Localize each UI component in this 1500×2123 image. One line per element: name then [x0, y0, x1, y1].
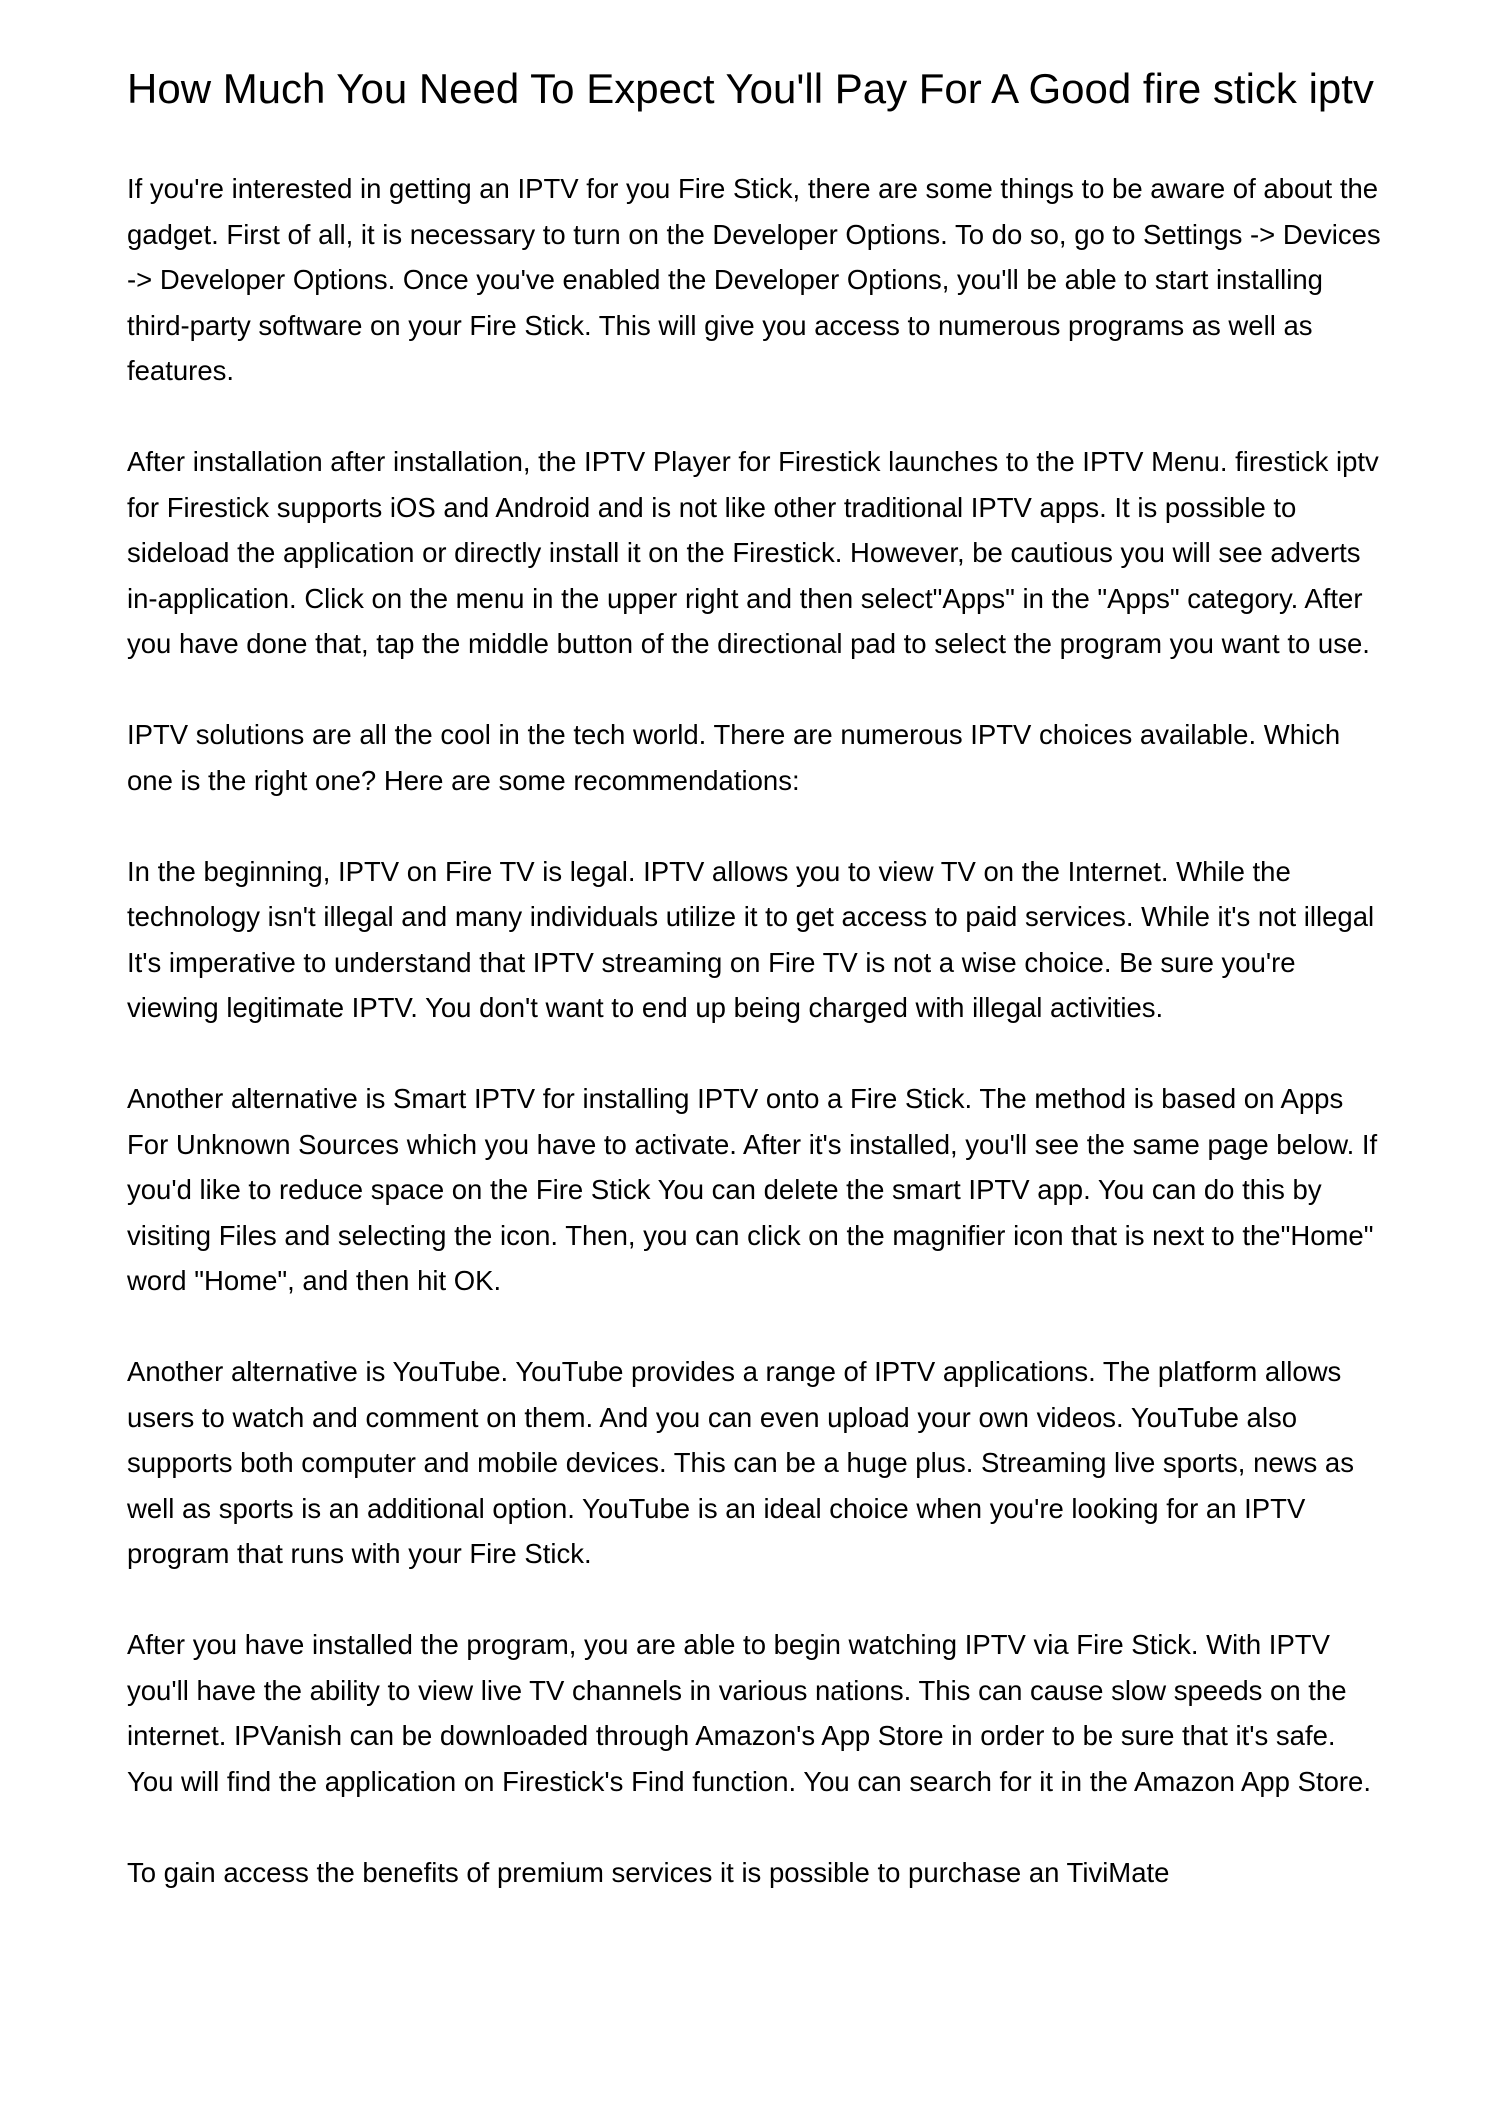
paragraph-smart-iptv: Another alternative is Smart IPTV for installing IPTV onto a Fire Stick. The method is based on Apps For Unknown Sources which you have to activate. After it's installed, you'll see the same page below. If you'd like to reduce space on the Fire Stick You can delete the smart IPTV app. You can do this by visiting Files and selecting the icon. Then, you can click on the magnifier icon that is next to the"Home" word "Home", and then hit OK.: [127, 1083, 1378, 1296]
paragraph-legality: In the beginning, IPTV on Fire TV is legal. IPTV allows you to view TV on the Internet. While the technology isn't illegal and many individuals utilize it to get access to paid services. While it's not illegal It's imperative to understand that IPTV streaming on Fire TV is not a wise choice. Be sure you're viewing legitimate IPTV. You don't want to end up being charged with illegal activities.: [127, 855, 1375, 1023]
paragraph-developer-options: If you're interested in getting an IPTV for you Fire Stick, there are some things to be aware of about the gadget. First of all, it is necessary to turn on the Developer Options. To do so, go to Settings -> Devices -> Developer Options. Once you've enabled the Developer Options, you'll be able to start installing third-party software on your Fire Stick. This will give you access to numerous programs as well as features.: [127, 173, 1381, 386]
paragraph-iptv-solutions: IPTV solutions are all the cool in the tech world. There are numerous IPTV choices available. Which one is the right one? Here are some recommendations:: [127, 719, 1341, 796]
document-page: [127, 66, 1389, 1895]
paragraph-youtube: Another alternative is YouTube. YouTube provides a range of IPTV applications. The platform allows users to watch and comment on them. And you can even upload your own videos. YouTube also supports both computer and mobile devices. This can be a huge plus. Streaming live sports, news as well as sports is an additional option. YouTube is an ideal choice when you're looking for an IPTV program that runs with your Fire Stick.: [127, 1356, 1354, 1569]
paragraph-iptv-player: After installation after installation, the IPTV Player for Firestick launches to the IPTV Menu. firestick iptv for Firestick supports iOS and Android and is not like other traditional IPTV apps. It is possible to sideload the application or directly install it on the Firestick. However, be cautious you will see adverts in-application. Click on the menu in the upper right and then select"Apps" in the "Apps" category. After you have done that, tap the middle button of the directional pad to select the program you want to use.: [127, 446, 1379, 659]
paragraph-ipvanish: After you have installed the program, you are able to begin watching IPTV via Fire Stick. With IPTV you'll have the ability to view live TV channels in various nations. This can cause slow speeds on the internet. IPVanish can be downloaded through Amazon's App Store in order to be sure that it's safe. You will find the application on Firestick's Find function. You can search for it in the Amazon App Store.: [127, 1629, 1371, 1797]
document-title: How Much You Need To Expect You'll Pay For A Good fire stick iptv: [127, 65, 1374, 112]
paragraph-tivimate: To gain access the benefits of premium services it is possible to purchase an TiviMate: [127, 1856, 1170, 1888]
